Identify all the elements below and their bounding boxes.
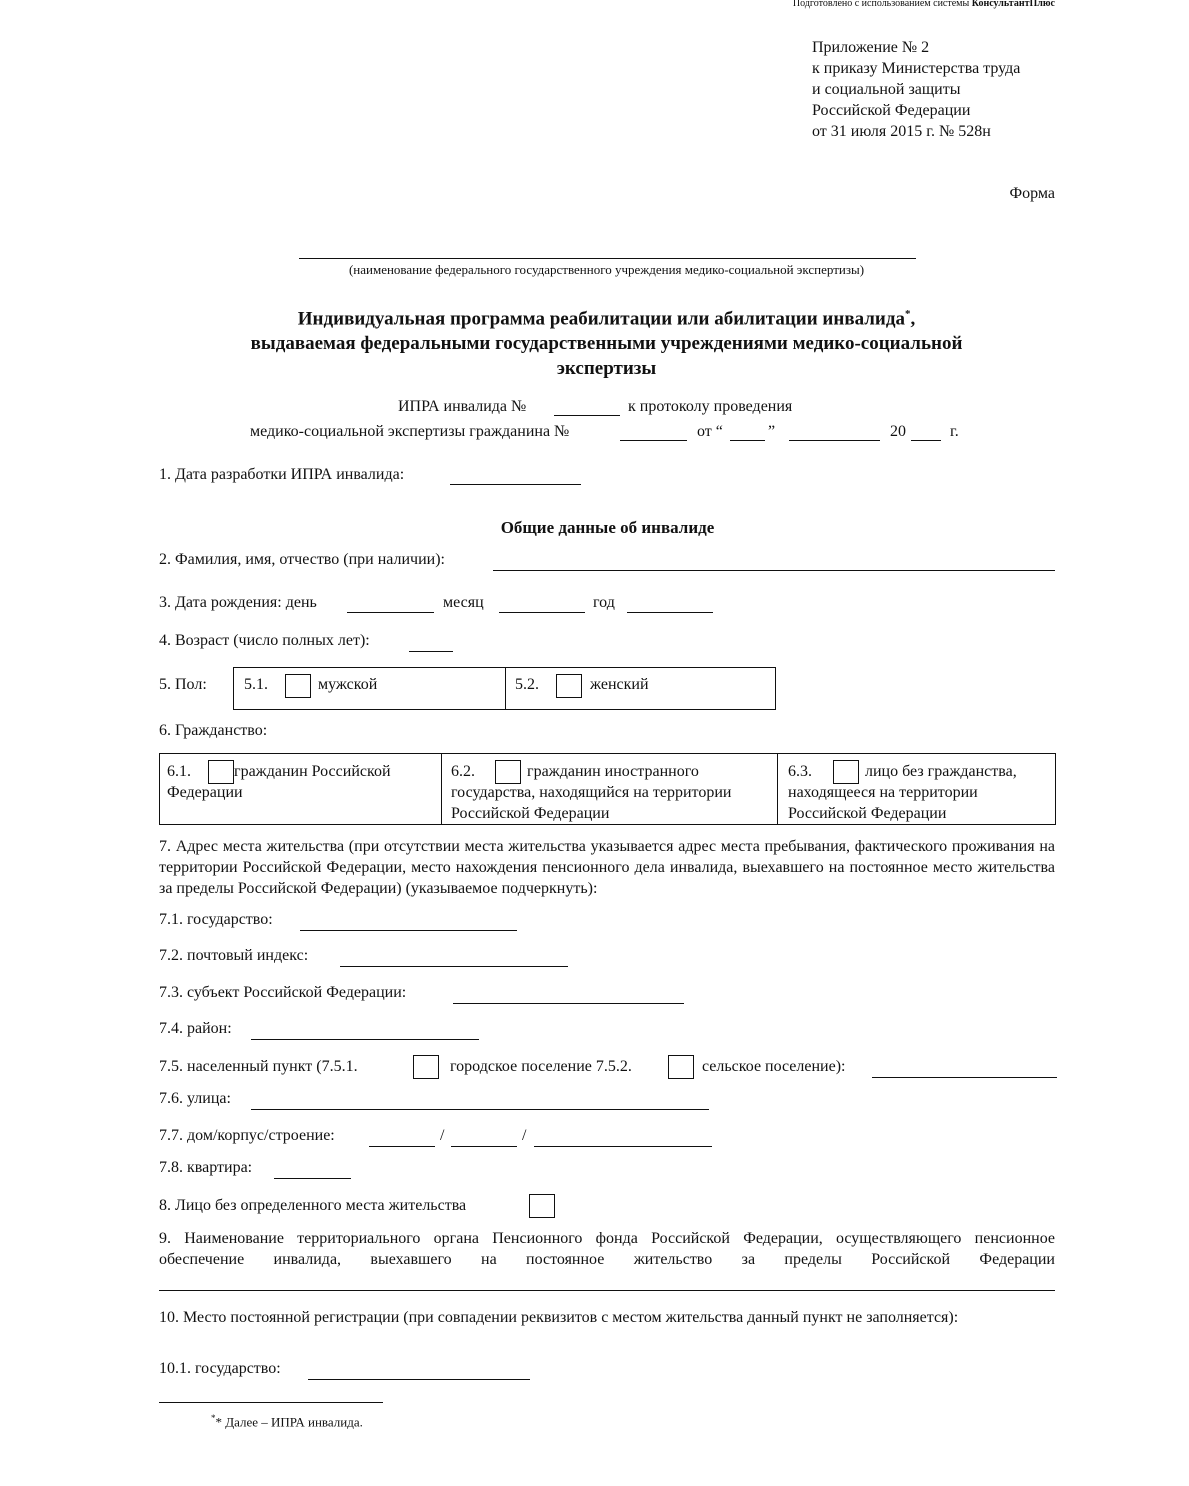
appendix-line: Российской Федерации [812,102,971,119]
item5-label: 5. Пол: [159,676,207,693]
footnote [211,1408,363,1432]
title-line: экспертизы [556,358,657,380]
item7-2-label: 7.2. почтовый индекс: [159,947,309,964]
foreign-citizen-option [451,761,776,824]
stateless-option [788,761,1050,824]
full-name-field[interactable] [493,570,1055,571]
footnote-separator [159,1402,383,1403]
item6-label: 6. Гражданство: [159,722,268,739]
birth-year-field[interactable] [627,612,713,613]
age-field[interactable] [409,651,453,652]
item10-1-label: 10.1. государство: [159,1360,281,1377]
item7-7-label: 7.7. дом/корпус/строение: [159,1127,335,1144]
title-comma: , [910,308,916,330]
item7-1-label: 7.1. государство: [159,911,273,928]
urban-settlement-checkbox[interactable] [413,1055,439,1079]
urban-settlement-label: городское поселение 7.5.2. [450,1058,632,1075]
birth-day-field[interactable] [347,612,434,613]
protocol-month-field[interactable] [789,440,880,441]
table-divider [441,753,442,824]
header-note-prefix: Подготовлено с использованием системы [792,0,970,9]
development-date-field[interactable] [450,484,581,485]
district-field[interactable] [251,1039,479,1040]
female-checkbox[interactable] [556,674,582,698]
male-label: мужской [318,676,378,693]
protocol-day-field[interactable] [730,440,765,441]
quote-close: ” [768,423,776,440]
item4-label: 4. Возраст (число полных лет): [159,632,370,649]
item7-4-label: 7.4. район: [159,1020,232,1037]
region-field[interactable] [453,1003,684,1004]
house-field[interactable] [369,1146,435,1147]
item7-text: 7. Адрес места жительства (при отсутствии места жительства указывается адрес места пребывания, фактического проживания на территории Российской Федерации, место нахождения пенсионного дела инвалида, выехавшего на постоянное место жительства за пределы Российской Федерации) (указываемое подчеркнуть): [159,838,1055,897]
birth-month-field[interactable] [499,612,585,613]
item7-3-label: 7.3. субъект Российской Федерации: [159,984,407,1001]
ipra-number-label: ИПРА инвалида № [398,398,527,415]
male-checkbox[interactable] [285,674,311,698]
document-title [0,302,1189,381]
institution-caption: (наименование федерального государственного учреждения медико-социальной экспертизы) [348,262,865,277]
rural-settlement-label: сельское поселение): [702,1058,846,1075]
male-number: 5.1. [244,676,268,693]
option-number: 6.2. [451,763,475,780]
rural-settlement-checkbox[interactable] [668,1055,694,1079]
year-suffix: г. [950,423,959,440]
item1-label: 1. Дата разработки ИПРА инвалида: [159,466,405,483]
appendix-block [812,37,1020,142]
appendix-line: от 31 июля 2015 г. № 528н [812,123,991,140]
citizen-rf-option [167,761,437,803]
item8-label: 8. Лицо без определенного места жительства [159,1197,467,1214]
option-number: 6.3. [788,763,812,780]
year-prefix: 20 [890,423,906,440]
form-label: Форма [1009,185,1055,202]
appendix-line: и социальной защиты [812,81,961,98]
title-line: выдаваемая федеральными государственными учреждениями медико-социальной [250,333,963,355]
settlement-field[interactable] [872,1077,1057,1078]
protocol-number-field[interactable] [620,440,687,441]
apartment-field[interactable] [274,1178,351,1179]
table-divider [777,753,778,824]
item7-5-label: 7.5. населенный пункт (7.5.1. [159,1058,358,1075]
item7-6-label: 7.6. улица: [159,1090,231,1107]
header-note [793,0,1055,14]
ipra-number-field[interactable] [554,415,620,416]
slash: / [522,1127,527,1144]
item9-text: 9. Наименование территориального органа Пенсионного фонда Российской Федерации, осуществляющего пенсионное обеспечение инвалида, выехавшего на постоянное жительство за пределы Российской Федерации [159,1230,1055,1268]
title-line: Индивидуальная программа реабилитации или абилитации инвалида [297,308,905,330]
protocol-date-label: от “ [697,423,723,440]
item2-label: 2. Фамилия, имя, отчество (при наличии): [159,551,445,568]
female-number: 5.2. [515,676,539,693]
option-label: гражданин иностранного государства, находящийся на территории Российской Федерации [451,763,732,822]
institution-field[interactable] [299,258,916,259]
footnote-mark: * [904,308,911,320]
option-label: гражданин Российской Федерации [167,763,391,801]
year-label: год [593,594,615,611]
street-field[interactable] [251,1109,709,1110]
footnote-text: * Далее – ИПРА инвалида. [215,1414,363,1430]
appendix-line: к приказу Министерства труда [812,60,1021,77]
appendix-line: Приложение № 2 [812,39,930,56]
month-label: месяц [443,594,484,611]
protocol-label: к протоколу проведения [628,398,793,415]
item7-8-label: 7.8. квартира: [159,1159,253,1176]
pension-fund-field[interactable] [159,1290,1055,1291]
section-heading: Общие данные об инвалиде [500,518,715,537]
item3-label: 3. Дата рождения: день [159,594,317,611]
slash: / [440,1127,445,1144]
state-field[interactable] [300,930,517,931]
protocol-year-field[interactable] [911,440,941,441]
brand-name: КонсультантПлюс [971,0,1055,9]
building-field[interactable] [451,1146,517,1147]
protocol-number-label: медико-социальной экспертизы гражданина № [250,423,570,440]
postal-code-field[interactable] [340,966,568,967]
table-divider [505,667,506,709]
option-label: лицо без гражданства, находящееся на территории Российской Федерации [788,763,1017,822]
structure-field[interactable] [534,1146,712,1147]
registration-state-field[interactable] [308,1379,530,1380]
female-label: женский [590,676,649,693]
option-number: 6.1. [167,763,191,780]
item10-text: 10. Место постоянной регистрации (при совпадении реквизитов с местом жительства данный пункт не заполняется): [159,1309,959,1326]
footnote-mark: * [211,1413,216,1423]
homeless-checkbox[interactable] [529,1194,555,1218]
